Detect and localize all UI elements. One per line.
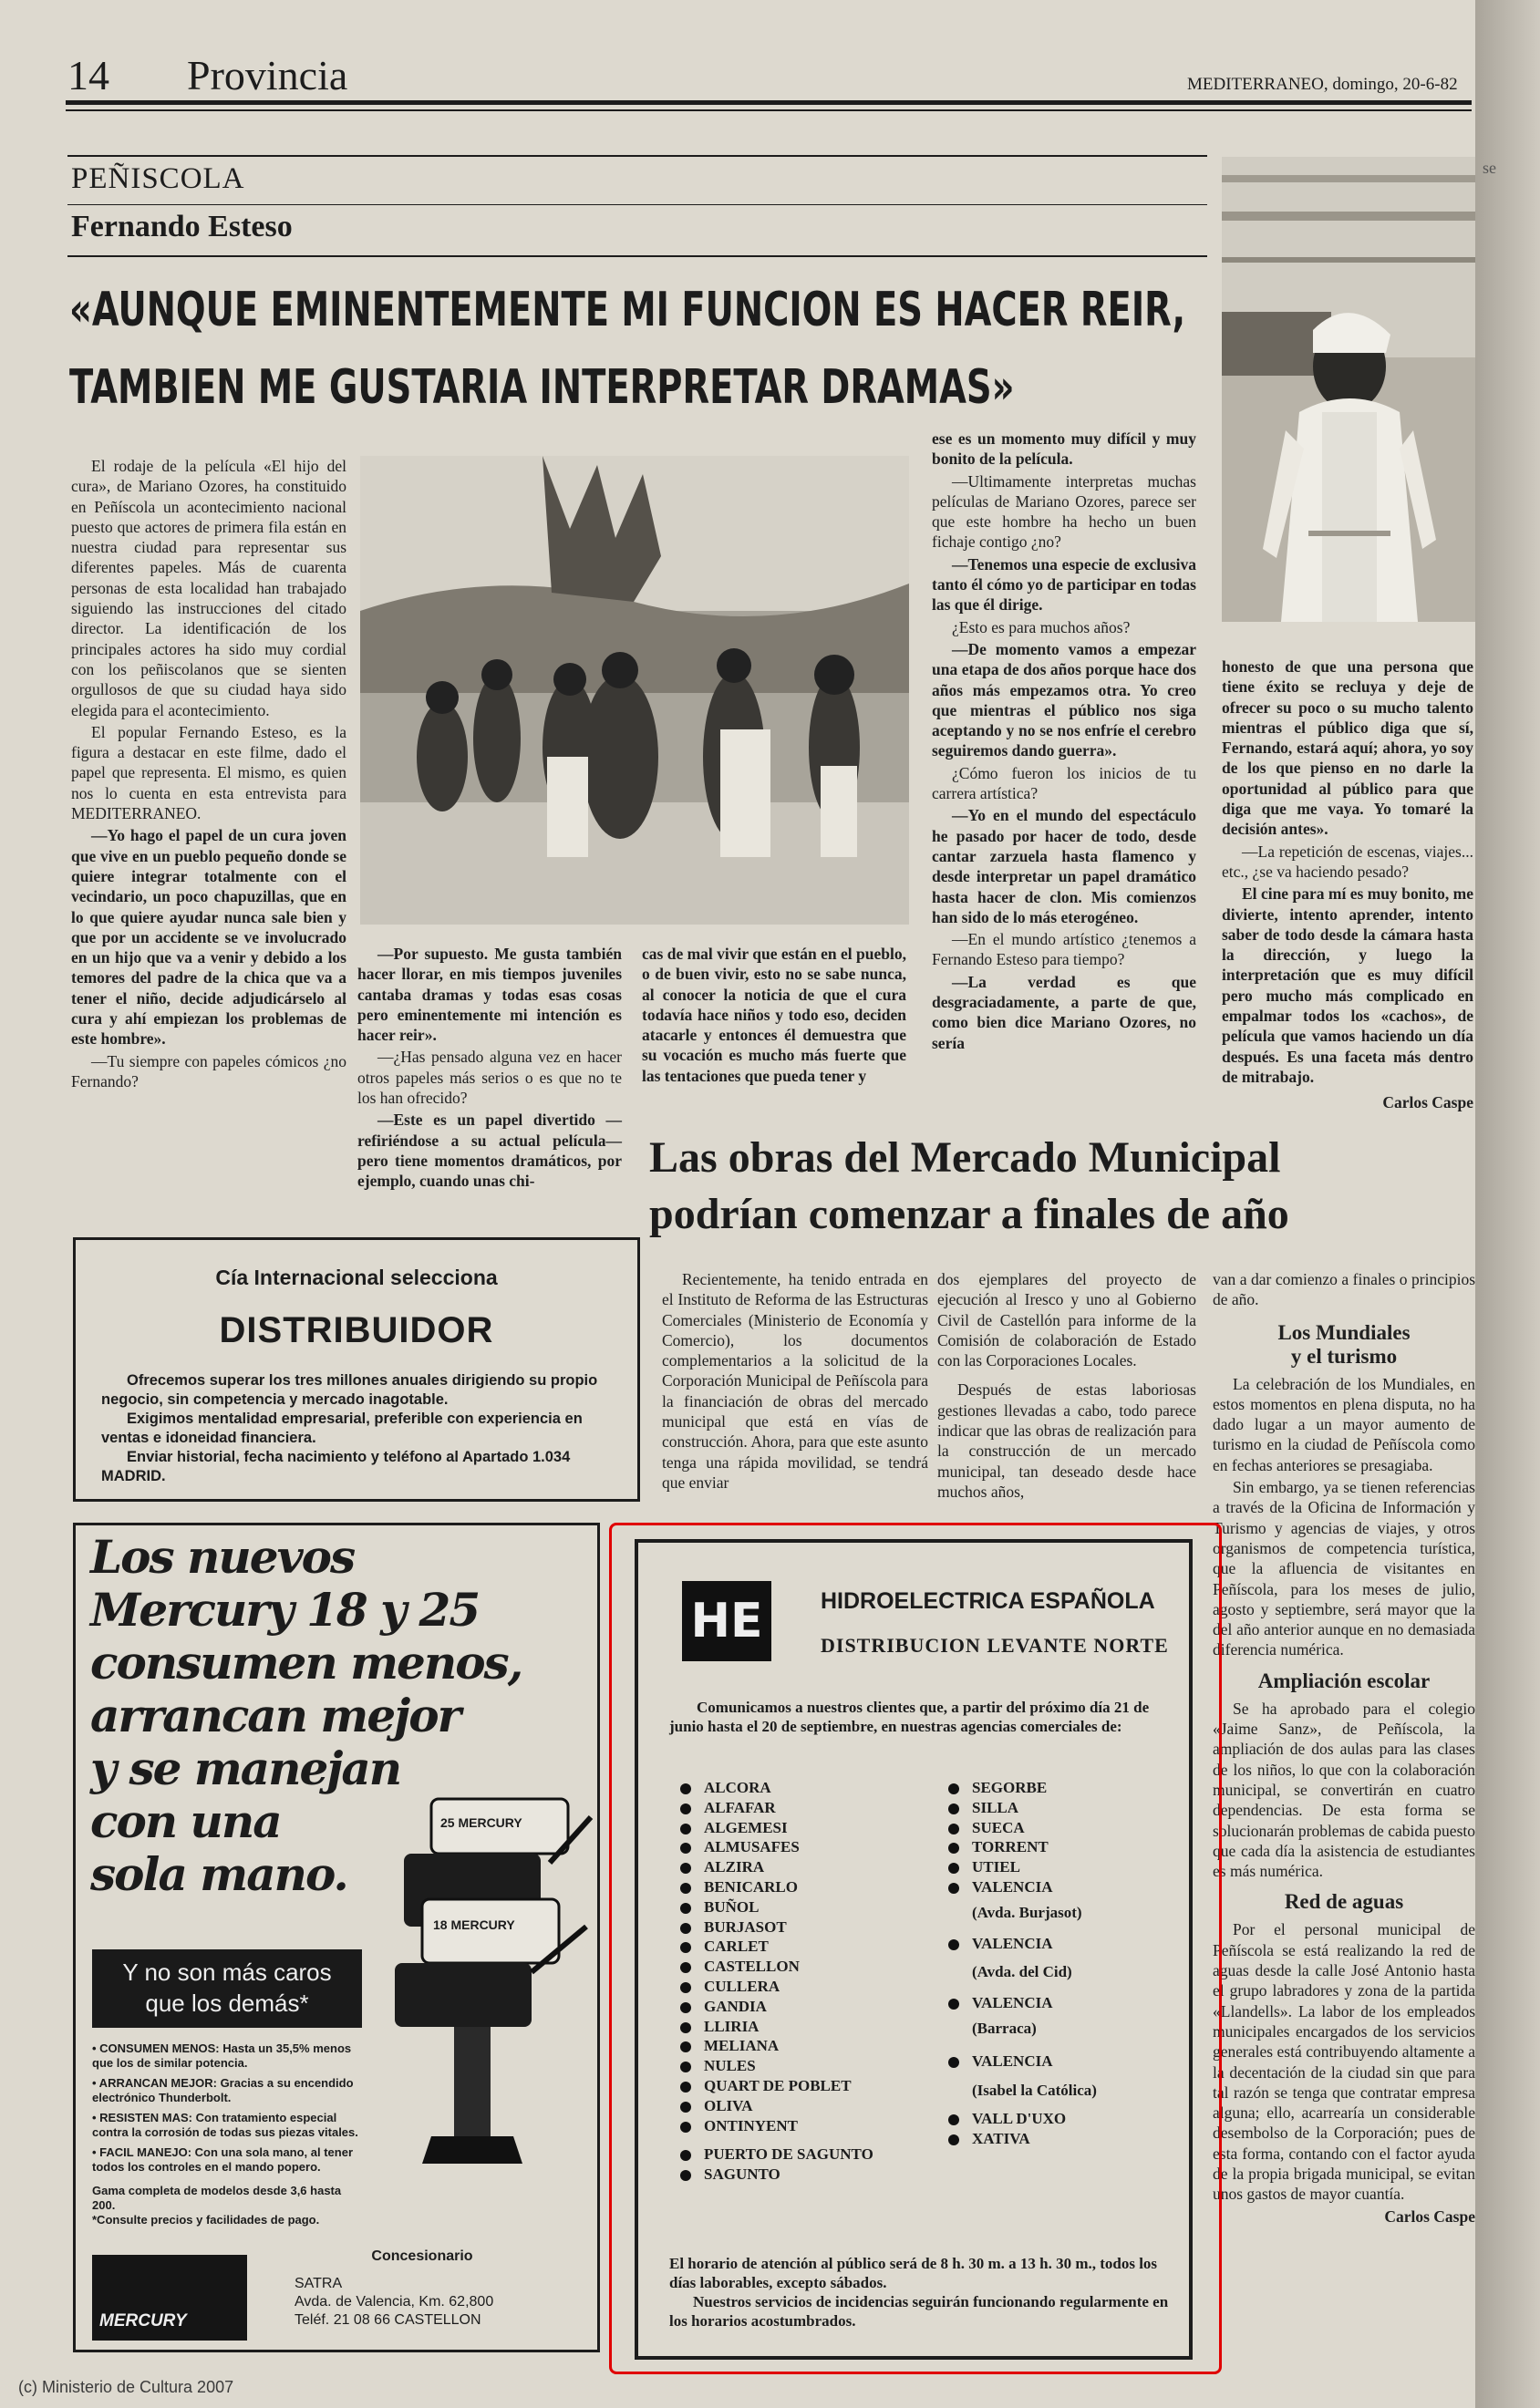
he-town-name: VALENCIA [972,1877,1053,1896]
he-town [948,1837,1185,1857]
article2-col2-paragraph: Después de estas laboriosas gestiones llevadas a cabo, todo parece indicar que las obras de realización para la construcción de un mercado municipal, tan deseado desde hace muchos años, [937,1380,1196,1501]
he-town [948,1993,1185,2013]
bullet-dot-icon [680,1843,691,1854]
he-town [680,1897,926,1917]
he-town [680,2144,926,2165]
ad-mercury-headline-1: Los nuevos [90,1530,355,1584]
he-intro: Comunicamos a nuestros clientes que, a partir del próximo día 21 de junio hasta el 20 de septiembre, en nuestras agencias comerciales de: [669,1699,1150,1735]
he-town [948,2129,1185,2149]
ad-mercury-headline-6: con una [90,1794,281,1848]
article1-top-rule [67,155,1207,157]
article1-col4-paragraph: —Ultimamente interpretas muchas películas de Mariano Ozores, parece ser que este hombre ha hecho un buen fichaje contigo ¿no? [932,471,1196,552]
article1-location-rule [67,204,1207,205]
bullet-dot-icon [680,1824,691,1834]
article1-col2-paragraph: —Este es un papel divertido —refiriéndose a su actual película— pero tiene momentos dramáticos, por ejemplo, cuando unas chi- [357,1111,622,1191]
adjacent-page-fragment: se [1483,159,1496,177]
bullet-dot-icon [948,1939,959,1950]
he-town [948,2051,1185,2072]
article1-col5-paragraph: honesto de que una persona que tiene éxito se recluya y deje de ofrecer su poco o su mucho talento mientras el público diga que sí, Fernando, estará aquí; ahora, yo soy de los que pienso en no darle la oportunidad al público para que diga que me vaya. Yo tomaré la decisión antes». [1222,657,1473,839]
article1-byline: Carlos Caspe [1382,1093,1473,1112]
article1-col4-paragraph: —En el mundo artístico ¿tenemos a Fernando Esteso para tiempo? [932,930,1196,969]
article1-column-1 [71,456,346,1093]
article1-col4-paragraph: ¿Cómo fueron los inicios de tu carrera artística? [932,763,1196,803]
article2-col3-paragraph: La celebración de los Mundiales, en estos momentos en plena disputa, no ha dado lugar a un mayor aumento de turismo en la ciudad de Peñíscola como en fechas anteriores se presagiaba. [1213,1374,1475,1474]
article2-column-2 [937,1269,1196,1524]
article1-col5-paragraph: El cine para mí es muy bonito, me divierte, intento aprender, intento saber de todo desde la cámara hasta la dirección, y luego la interpretación que es muy difícil pero mucho más complicado en empalmar todos los «cachos», de película que vamos haciendo un día después. Es una faceta más dentro de mitrabajo. [1222,884,1473,1086]
article2-byline: Carlos Caspe [1384,2206,1475,2226]
ad-distribuidor-body [101,1371,612,1486]
article1-col4-paragraph: ¿Esto es para muchos años? [952,617,1131,636]
photo-film-set [360,456,909,925]
article2-subhead-mundiales [1213,1321,1475,1369]
article1-subject-rule [67,255,1207,257]
ad-mercury-bullet: • CONSUMEN MENOS: Hasta un 35,5% menos que los de similar potencia. [92,2041,352,2070]
he-town [948,1857,1185,1877]
he-division: DISTRIBUCION LEVANTE NORTE [821,1634,1169,1657]
he-town [680,1957,926,1977]
article2-subhead-ampliacion: Ampliación escolar [1257,1669,1431,1692]
he-town-name: SAGUNTO [704,2165,780,2184]
ad-mercury-bullet: • ARRANCAN MEJOR: Gracias a su encendido electrónico Thunderbolt. [92,2076,354,2104]
bullet-dot-icon [680,1962,691,1973]
bullet-dot-icon [948,2057,959,2068]
he-town-name: CULLERA [704,1977,780,1995]
he-valencia-detail: (Avda. Burjasot) [972,1903,1082,1921]
ad-mercury [73,1523,600,2352]
ad-mercury-price-box-1: Y no son más caros [122,1958,332,1986]
he-town-name: ALFAFAR [704,1798,776,1816]
ad-mercury-price-box-2: que los demás* [145,1989,309,2017]
he-town [680,1917,926,1938]
he-town-name: VALENCIA [972,1934,1053,1952]
article1-subject: Fernando Esteso [71,210,293,243]
article1-col1-paragraph: El rodaje de la película «El hijo del cura», de Mariano Ozores, ha constituido en Peñíscola un acontecimiento nacional puesto que actores de primera fila están en nuestra ciudad para representar sus diferentes papeles. Más de cuarenta personas de esta localidad han trabajado siguiendo las instrucciones del citado director. La identificación de los principales actores ha sido muy cordial con los peñiscolanos que se sienten orgullosos de que su ciudad haya sido elegida para el acontecimiento. [71,457,346,719]
bullet-dot-icon [680,1903,691,1914]
engine-label-25: 25 MERCURY [440,1815,522,1830]
he-town [680,1857,926,1877]
article1-col1-paragraph: El popular Fernando Esteso, es la figura a destacar en este filme, dado el papel que representa. El mismo, es quien nos lo cuenta en esta entrevista para MEDITERRANEO. [71,722,346,823]
he-towns-spacer [680,2135,926,2144]
article1-column-2 [357,944,622,1194]
he-town [948,1877,1185,1897]
article1-headline-line2 [69,356,1218,429]
ad-mercury-headline-2: Mercury 18 y 25 [90,1583,480,1637]
adjacent-page-edge [1475,0,1540,2408]
ad-mercury-bullet: • RESISTEN MAS: Con tratamiento especial contra la corrosión de todas sus piezas vitales. [92,2111,358,2139]
ad-mercury-price-box [92,1949,362,2028]
ad-mercury-bullet: • FACIL MANEJO: Con una sola mano, al tener todos los controles en el mando popero. [92,2145,354,2174]
ad-mercury-dealer [258,2248,586,2330]
he-town-name: ALMUSAFES [704,1838,800,1856]
article2-subhead-red-aguas: Red de aguas [1284,1890,1404,1914]
dealer-label: Concesionario [371,2248,473,2264]
article2-col3-paragraph: Se ha aprobado para el colegio «Jaime Sanz», de Peñíscola, la ampliación de dos aulas para las clases de los niños, lo que con la colaboración municipal, se convertirán en cuatro dependencias. De esta forma se solucionarán problemas de cabida puesto que cada día la asistencia de estudiantes es más numérica. [1213,1699,1475,1881]
he-town-name: PUERTO DE SAGUNTO [704,2145,873,2164]
he-town [680,2116,926,2136]
bullet-dot-icon [680,2150,691,2161]
ad-distribuidor-body-2: Exigimos mentalidad empresarial, preferible con experiencia en ventas e idoneidad financiera. [101,1411,583,1446]
photo-man-in-cap [1222,157,1475,622]
ad-distribuidor-intro: Cía Internacional selecciona [215,1266,498,1289]
ad-mercury-range: Gama completa de modelos desde 3,6 hasta 200. [92,2184,342,2212]
he-footer-services: Nuestros servicios de incidencias seguirán funcionando regularmente en los horarios acostumbrados. [669,2293,1169,2330]
article2-subhead-mundiales-line1: Los Mundiales [1277,1320,1411,1344]
article2-subhead-mundiales-line2: y el turismo [1290,1344,1398,1368]
article1-col2-paragraph: —¿Has pensado alguna vez en hacer otros papeles más serios o es que no te los han ofrecido? [357,1048,622,1108]
ad-hidroelectrica [635,1539,1193,2360]
article2-col3-paragraph: Por el personal municipal de Peñíscola se está realizando la red de aguas desde la calle José Antonio hasta el grupo labradores y zona de la partida «Llandells». La labor de los empleados municipales encargados de los servicios generales está contribuyendo altamente a la decentación de la ciudad sin que para tal razón se tenga que contratar empresa alguna; ello, acarrearía un considerable desembolso de la Corporación; pues de esta forma, contando con el factor ayuda de la propia brigada municipal, se evitan unos gastos de mayor cuantía. [1213,1920,1475,2204]
bullet-dot-icon [680,2122,691,2133]
bullet-dot-icon [680,2082,691,2093]
article1-col1-paragraph: —Tu siempre con papeles cómicos ¿no Fernando? [71,1051,346,1090]
article2-col3-paragraph: Sin embargo, ya se tienen referencias a través de la Oficina de Información y Turismo y agencias de viajes, y otros organismos de competencia turística, que la afluencia de visitantes en Peñíscola, para los meses de julio, agosto y septiembre, será mayor que la del año anterior aunque en no demasiada diferencia numérica. [1213,1478,1475,1659]
he-town-name: OLIVA [704,2096,753,2114]
he-town-name: TORRENT [972,1838,1049,1856]
article1-column-5 [1222,656,1473,1115]
he-town-name: ALZIRA [704,1858,765,1876]
article2-col1-paragraph: Recientemente, ha tenido entrada en el Instituto de Reforma de las Estructuras Comerciales (Ministerio de Economía y Comercio), los documentos complementarios a la solicitud de la Corporación Municipal de Peñíscola para la financiación de obras del mercado municipal que está en vías de construcción. Ahora, para que este asunto tenga una rápida movilidad, se tendrá que enviar [662,1270,928,1492]
he-town [680,1837,926,1857]
article1-headline-text-1: «AUNQUE EMINENTEMENTE MI FUNCION ES HACER REIR, [69,283,1186,337]
copyright-notice: (c) Ministerio de Cultura 2007 [18,2378,234,2396]
article2-headline-2: podrían comenzar a finales de año [649,1190,1289,1238]
he-town [948,1934,1185,1954]
he-towns-right [948,1778,1185,2149]
ad-mercury-logo-block [92,2255,247,2341]
outboard-engine-illustration [367,1790,595,2173]
he-logo [682,1581,771,1661]
he-town [948,1818,1185,1838]
he-towns-left [680,1778,926,2185]
bullet-dot-icon [948,2134,959,2145]
header-rule-top [66,100,1472,105]
bullet-dot-icon [680,2062,691,2072]
he-footer [669,2254,1169,2330]
he-footer-hours: El horario de atención al público será de 8 h. 30 m. a 13 h. 30 m., todos los días laborables, excepto sábados. [669,2255,1158,2291]
he-town [948,1798,1185,1818]
bullet-dot-icon [680,1863,691,1874]
he-towns-right-group-1 [948,1778,1185,1897]
he-town [680,2165,926,2185]
ad-mercury-headline-3: consumen menos, [90,1636,522,1690]
he-logo-text: HE [690,1594,763,1648]
he-town [680,1798,926,1818]
photo-film-set-art [360,456,909,925]
he-town [680,2036,926,2056]
bullet-dot-icon [680,1942,691,1953]
ad-mercury-bullets [92,2041,366,2227]
he-town-name: UTIEL [972,1858,1020,1876]
he-town-name: SUECA [972,1818,1025,1836]
engine-label-18: 18 MERCURY [433,1917,515,1932]
he-town-name: CARLET [704,1938,769,1956]
he-town-name: QUART DE POBLET [704,2076,852,2094]
bullet-dot-icon [948,1999,959,2010]
he-town [680,1877,926,1897]
he-town-name: VALENCIA [972,1994,1053,2012]
mercury-logo: MERCURY [99,2311,187,2330]
article2-col2-paragraph: dos ejemplares del proyecto de ejecución al Iresco y uno al Gobierno Civil de Castellón para informe de la Comisión de colaboración de Estado con las Corporaciones Locales. [937,1270,1196,1370]
he-town-name: ALGEMESI [704,1818,788,1836]
article1-column-3 [642,944,906,1088]
he-town-name: VALL D'UXO [972,2110,1067,2128]
he-town-name: ALCORA [704,1779,771,1796]
ad-mercury-headline-7: sola mano. [90,1847,347,1901]
bullet-dot-icon [948,2114,959,2125]
he-town-name: BUÑOL [704,1897,760,1916]
he-town [680,2017,926,2037]
page-number: 14 [67,52,109,98]
dealer-name: SATRA [295,2276,343,2291]
bullet-dot-icon [680,2102,691,2113]
bullet-dot-icon [680,2041,691,2052]
he-town-name: GANDIA [704,1997,767,2015]
he-town [680,2096,926,2116]
article1-headline-line1 [69,278,1218,351]
article2-column-1 [662,1269,928,1524]
he-valencia-detail: (Avda. del Cid) [972,1963,1072,1981]
masthead-date: MEDITERRANEO, domingo, 20-6-82 [1187,75,1458,94]
he-town-name: LLIRIA [704,2017,760,2035]
he-town-name: ONTINYENT [704,2116,798,2134]
bullet-dot-icon [680,1923,691,1934]
article2-headline-1: Las obras del Mercado Municipal [649,1133,1281,1182]
he-town-name: NULES [704,2057,756,2075]
bullet-dot-icon [948,1843,959,1854]
he-town [680,2076,926,2096]
bullet-dot-icon [680,1883,691,1894]
ad-mercury-headline-4: arrancan mejor [90,1689,460,1742]
he-town-name: VALENCIA [972,2051,1053,2070]
bullet-dot-icon [948,1783,959,1794]
bullet-dot-icon [680,2002,691,2013]
he-town [680,1818,926,1838]
he-town-name: SILLA [972,1798,1019,1816]
he-town [680,2056,926,2076]
bullet-dot-icon [948,1883,959,1894]
he-town-name: SEGORBE [972,1779,1048,1796]
header-rule-bottom [66,109,1472,111]
article1-col2-paragraph: —Por supuesto. Me gusta también hacer llorar, en mis tiempos juveniles cantaba dramas y todas esas cosas pero eminentemente mi intención es hacer reir». [357,945,622,1045]
bullet-dot-icon [948,1824,959,1834]
section-title: Provincia [187,52,348,98]
dealer-address: Avda. de Valencia, Km. 62,800 [295,2294,494,2310]
he-town [680,1977,926,1997]
article1-column-4 [932,429,1196,1055]
bullet-dot-icon [680,1783,691,1794]
article1-headline-text-2: TAMBIEN ME GUSTARIA INTERPRETAR DRAMAS» [69,360,1015,415]
bullet-dot-icon [948,1863,959,1874]
article1-col4-paragraph: —Tenemos una especie de exclusiva tanto él cómo yo de participar en todas las que él dirige. [932,554,1196,615]
ad-mercury-note: *Consulte precios y facilidades de pago. [92,2213,320,2227]
article1-location: PEÑISCOLA [71,162,245,195]
ad-distribuidor-body-1: Ofrecemos superar los tres millones anuales dirigiendo su propio negocio, sin competencia y mercado inagotable. [101,1372,598,1408]
ad-distribuidor-body-3: Enviar historial, fecha nacimiento y teléfono al Apartado 1.034 MADRID. [101,1449,571,1484]
he-town [948,1778,1185,1798]
article1-col4-paragraph: —Yo en el mundo del espectáculo he pasado por hacer de todo, desde cantar zarzuela hasta flamenco y desde interpretar un papel dramático hasta hacer de clon. Mis comienzos han sido de lo más eterogéneo. [932,806,1196,926]
article1-col3-paragraph: cas de mal vivir que están en el pueblo, o de buen vivir, esto no se sabe nunca, al conocer la noticia de que el cura todavía hace niños y todo eso, deciden atacarle y entonces él demuestra que su vocación es mucho más fuerte que las tentaciones que pueda tener y [642,945,906,1085]
photo-man-in-cap-art [1222,157,1475,622]
he-valencia-detail: (Isabel la Católica) [972,2081,1097,2099]
article2-col3-paragraph: van a dar comienzo a finales o principios de año. [1213,1270,1475,1309]
he-town [680,1997,926,2017]
article1-col5-paragraph: —La repetición de escenas, viajes... etc., ¿se va haciendo pesado? [1222,842,1473,881]
article2-column-3 [1213,1269,1475,2228]
he-town [948,2109,1185,2129]
he-town-name: BURJASOT [704,1917,787,1936]
he-town-name: BENICARLO [704,1877,798,1896]
bullet-dot-icon [680,1982,691,1993]
he-town-name: CASTELLON [704,1958,800,1976]
he-town [680,1778,926,1798]
article1-col4-paragraph: ese es un momento muy difícil y muy bonito de la película. [932,429,1196,469]
article1-col1-paragraph: —Yo hago el papel de un cura joven que vive en un pueblo pequeño donde se quiere integrar totalmente con el vecindario, un poco chapuzillas, que en lo que quiere ayudar nunca sale bien y que por un accidente se ve involucrado en un hijo que va a venir y debido a los temores del padre de la chica que va a tener el niño, decide adjudicárselo al cura y ahí empiezan los problemas de este hombre». [71,826,346,1049]
bullet-dot-icon [948,1803,959,1814]
he-town-name: XATIVA [972,2130,1030,2148]
bullet-dot-icon [680,1803,691,1814]
he-town-name: MELIANA [704,2037,780,2055]
ad-distribuidor-title: DISTRIBUIDOR [219,1310,494,1350]
he-valencia-detail: (Barraca) [972,2019,1037,2037]
bullet-dot-icon [680,2170,691,2181]
he-company-name: HIDROELECTRICA ESPAÑOLA [821,1588,1155,1614]
article1-col4-paragraph: —De momento vamos a empezar una etapa de dos años porque hace dos años más empezamos otra. Yo creo que mientras el público nos siga aceptando y no se nos enfríe el cerebro seguiremos dando guerra». [932,639,1196,760]
ad-mercury-headline-5: y se manejan [90,1741,401,1795]
article1-col4-paragraph: —La verdad es que desgraciadamente, a parte de que, como bien dice Mariano Ozores, no sería [932,972,1196,1052]
dealer-telephone: Teléf. 21 08 66 CASTELLON [295,2312,481,2328]
ad-distribuidor [73,1237,640,1502]
he-town [680,1937,926,1957]
bullet-dot-icon [680,2022,691,2033]
he-towns-right-group-2 [948,2109,1185,2149]
